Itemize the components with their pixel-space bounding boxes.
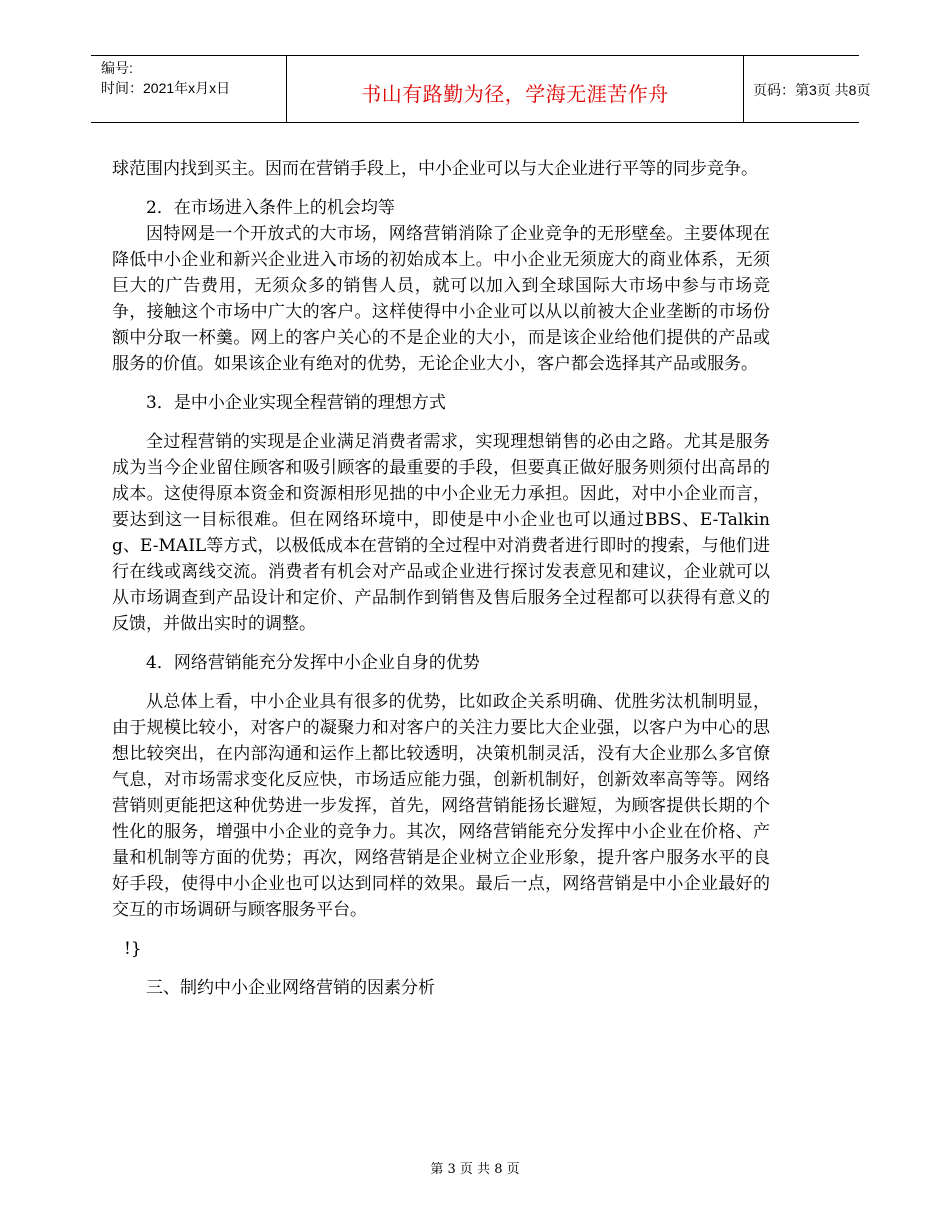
chapter-heading-3: 三、制约中小企业网络营销的因素分析	[146, 978, 435, 998]
header-motto-cell	[286, 56, 744, 122]
section-heading-3: 3．是中小企业实现全程营销的理想方式	[146, 393, 446, 413]
header-motto: 书山有路勤为径，学海无涯苦作舟	[361, 82, 669, 106]
doc-time-label: 时间：2021年x月x日	[101, 80, 231, 96]
paragraph-equal-opportunity: 因特网是一个开放式的大市场，网络营销消除了企业竞争的无形壁垒。主要体现在降低中小企业和新兴企业进入市场的初始成本上。中小企业无须庞大的商业体系，无须巨大的广告费用，无须众多的销售人员，就可以加入到全球国际大市场中参与市场竞争，接触这个市场中广大的客户。这样使得中小企业可以从以前被大企业垄断的市场份额中分取一杯羹。网上的客户关心的不是企业的大小，而是该企业给他们提供的产品或服务的价值。如果该企业有绝对的优势，无论企业大小，客户都会选择其产品或服务。	[112, 224, 770, 374]
document-body	[112, 156, 770, 1001]
section-heading-2: 2．在市场进入条件上的机会均等	[146, 198, 395, 218]
stray-mark: !}	[124, 939, 142, 959]
doc-code-label: 编号:	[101, 60, 133, 76]
section-heading-4: 4．网络营销能充分发挥中小企业自身的优势	[146, 653, 480, 673]
paragraph-sme-advantages: 从总体上看，中小企业具有很多的优势，比如政企关系明确、优胜劣汰机制明显，由于规模比较小，对客户的凝聚力和对客户的关注力要比大企业强，以客户为中心的思想比较突出，在内部沟通和运作上都比较透明，决策机制灵活，没有大企业那么多官僚气息，对市场需求变化反应快，市场适应能力强，创新机制好，创新效率高等等。网络营销则更能把这种优势进一步发挥，首先，网络营销能扬长避短，为顾客提供长期的个性化的服务，增强中小企业的竞争力。其次，网络营销能充分发挥中小企业在价格、产量和机制等方面的优势；再次，网络营销是企业树立企业形象，提升客户服务水平的良好手段，使得中小企业也可以达到同样的效果。最后一点，网络营销是中小企业最好的交互的市场调研与顾客服务平台。	[112, 692, 770, 920]
page-footer: 第 3 页 共 8 页	[430, 1162, 520, 1177]
paragraph-full-process-marketing: 全过程营销的实现是企业满足消费者需求，实现理想销售的必由之路。尤其是服务成为当今企业留住顾客和吸引顾客的最重要的手段，但要真正做好服务则须付出高昂的成本。这使得原本资金和资源相形见拙的中小企业无力承担。因此，对中小企业而言，要达到这一目标很难。但在网络环境中，即使是中小企业也可以通过BBS、E-Talking、E-MAIL等方式，以极低成本在营销的全过程中对消费者进行即时的搜索，与他们进行在线或离线交流。消费者有机会对产品或企业进行探讨发表意见和建议，企业就可以从市场调查到产品设计和定价、产品制作到销售及售后服务全过程都可以获得有意义的反馈，并做出实时的调整。	[112, 432, 770, 634]
header-page-info: 页码：第3页 共8页	[753, 82, 871, 98]
paragraph-continuation: 球范围内找到买主。因而在营销手段上，中小企业可以与大企业进行平等的同步竞争。	[112, 159, 758, 179]
header-page-cell	[743, 56, 871, 122]
page-header	[91, 55, 871, 123]
header-meta-cell	[91, 56, 286, 122]
